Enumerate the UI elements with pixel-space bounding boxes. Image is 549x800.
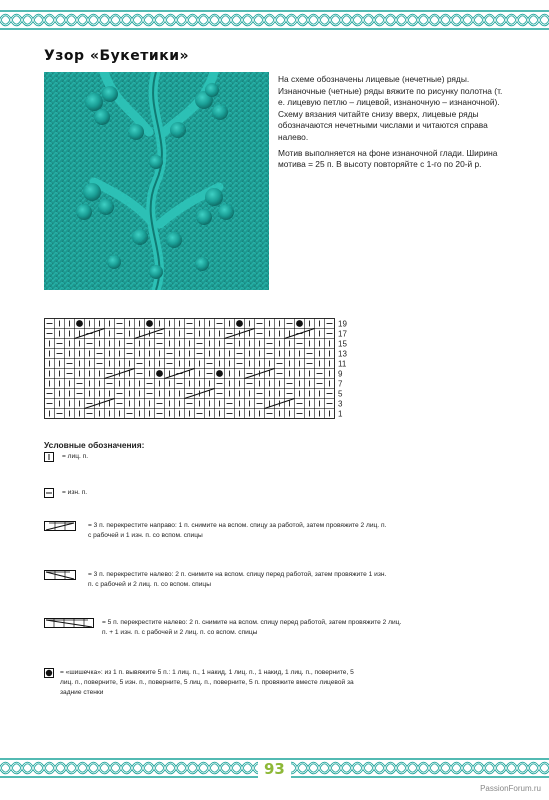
chart-row-label: 5 <box>338 389 343 399</box>
cross-left-5-icon <box>44 618 94 628</box>
top-celtic-border <box>0 10 549 30</box>
chart-row-labels <box>338 320 347 419</box>
page-number: 93 <box>258 760 291 778</box>
cross-right-3-icon <box>44 521 76 531</box>
cross-left-3-icon <box>44 570 76 580</box>
chart-row-label: 3 <box>338 399 343 409</box>
chart-row-label: 9 <box>338 369 343 379</box>
intro-paragraph-1: На схеме обозначены лицевые (нечетные) ряды. Изнаночные (четные) ряды вяжите по рисунку полотна (т. е. лицевую петлю – лицевой, изнаночную – изнаночной). Схему вязания читайте снизу вверх, лицевые ряды обозначаются нечетными числами и читаются справа налево. <box>278 74 503 142</box>
intro-text <box>278 74 508 175</box>
knit-stitch-icon <box>44 452 54 462</box>
legend-cross-left-3-text: = 3 п. перекрестите налево: 2 п. снимите на вспом. спицу перед работой, затем провяжите 1 изн. п. с рабочей и 2 лиц. п. со вспом. спицы <box>88 571 387 588</box>
intro-paragraph-2: Мотив выполняется на фоне изнаночной глади. Ширина мотива = 25 п. В высоту повторяйте с 1-го по 20-й р. <box>278 147 498 170</box>
legend-knit-text: = лиц. п. <box>62 453 89 460</box>
chart-row-label: 13 <box>338 349 347 359</box>
chart-row-label: 7 <box>338 379 343 389</box>
legend-purl <box>44 488 404 500</box>
legend-cross-left-5-text: = 5 п. перекрестите налево: 2 п. снимите на вспом. спицу перед работой, затем провяжите 2 лиц. п. + 1 изн. п. с рабочей и 2 лиц. п. со вспом. спицы <box>102 619 402 636</box>
legend-bobble <box>44 668 404 696</box>
bobble-mark <box>296 320 303 327</box>
legend-purl-text: = изн. п. <box>62 489 88 496</box>
bobble-mark <box>156 370 163 377</box>
bobble-mark <box>76 320 83 327</box>
bobble-icon <box>44 668 54 678</box>
chart-row-label: 11 <box>338 359 347 369</box>
legend-bobble-text: = «шишечка»: из 1 п. вывяжите 5 п.: 1 лиц. п., 1 накид, 1 лиц. п., 1 накид, 1 лиц. п., поверните, 5 лиц. п., поверните, 5 изн. п., поверните, 5 лиц. п., поверните, 5 п. провяжите вместе лицевой за задние стенки <box>60 669 354 696</box>
bobble-mark <box>216 370 223 377</box>
chart-row-label: 17 <box>338 329 347 339</box>
chart-row-label: 15 <box>338 339 347 349</box>
chart-row-label: 1 <box>338 409 343 419</box>
legend-cross-left-3 <box>44 570 404 594</box>
legend-title: Условные обозначения: <box>44 440 145 450</box>
legend-cross-right-3 <box>44 521 404 545</box>
bobble-mark <box>236 320 243 327</box>
legend-cross-left-5 <box>44 618 424 642</box>
legend-cross-right-3-text: = 3 п. перекрестите направо: 1 п. снимите на вспом. спицу за работой, затем провяжите 2 лиц. п. с рабочей и 1 изн. п. со вспом. спицы <box>88 522 387 539</box>
purl-stitch-icon <box>44 488 54 498</box>
knitting-chart <box>44 318 354 424</box>
page-title: Узор «Букетики» <box>44 48 190 64</box>
watermark: PassionForum.ru <box>480 784 541 793</box>
bobble-mark <box>146 320 153 327</box>
knitted-sample-photo <box>44 72 269 290</box>
chart-row-label: 19 <box>338 319 347 329</box>
legend-knit <box>44 452 404 464</box>
chart-grid <box>45 319 335 419</box>
